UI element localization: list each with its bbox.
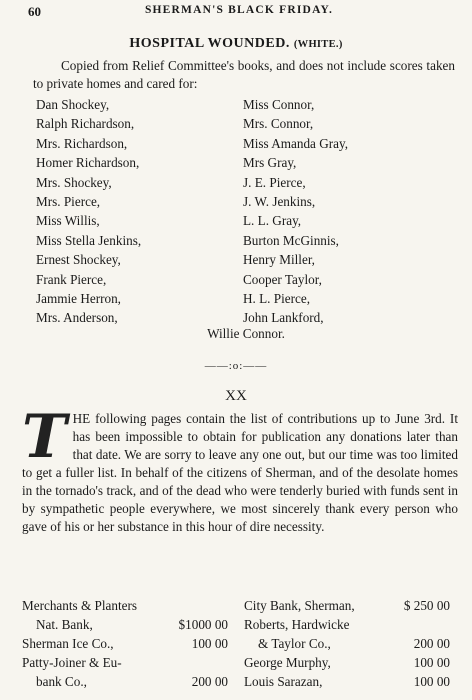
wounded-name: Miss Amanda Gray, [243,135,348,151]
section-separator: ——:o:—— [204,360,268,372]
contributor-name: & Taylor Co., [258,636,331,651]
contributor-name: Nat. Bank, [36,617,93,632]
wounded-name: Mrs. Connor, [243,116,314,132]
wounded-name: Miss Connor, [243,97,315,112]
contribution-row [22,672,228,691]
intro-paragraph: Copied from Relief Committee's books, and does not include scores taken to private homes and cared for: [33,58,455,91]
section-title [0,36,472,52]
wounded-name: Mrs. Anderson, [36,310,118,326]
names-right-column [243,95,348,328]
drop-cap: T [22,402,67,472]
contributions-left-column [22,596,228,691]
contribution-amount: 100 00 [191,636,228,651]
wounded-name: J. W. Jenkins, [243,194,316,210]
wounded-name: Ernest Shockey, [36,252,121,268]
contribution-row [244,672,450,691]
names-left-column [36,95,141,328]
section-title-text: HOSPITAL WOUNDED. [129,36,290,51]
chapter-number: XX [225,388,247,404]
wounded-name: Mrs. Richardson, [36,135,128,151]
wounded-name: Mrs. Shockey, [36,174,112,190]
wounded-name: Frank Pierce, [36,271,107,287]
contributor-name: Sherman Ice Co., [22,636,114,651]
wounded-name: Miss Willis, [36,213,100,229]
wounded-name: Mrs. Pierce, [36,194,101,210]
wounded-name: J. E. Pierce, [243,174,306,190]
page-header [28,4,450,20]
contribution-amount: $1000 00 [178,617,228,632]
wounded-name: Henry Miller, [243,252,315,268]
chapter-paragraph [22,402,458,536]
contributions-right-column [244,596,450,691]
contribution-amount: 200 00 [413,636,450,651]
wounded-name: Ralph Richardson, [36,116,135,132]
contribution-row [244,596,450,615]
wounded-name: L. L. Gray, [243,213,302,229]
section-subtitle: (WHITE.) [293,39,343,50]
last-wounded-name: Willie Connor. [207,326,285,341]
contributor-name: Patty-Joiner & Eu- [22,655,122,670]
contribution-row [244,653,450,672]
contributor-name: Merchants & Planters [22,598,137,613]
contribution-amount: $ 250 00 [403,598,450,613]
wounded-name: Jammie Herron, [36,291,121,307]
contribution-row [22,653,228,672]
contributor-name: Louis Sarazan, [244,674,323,689]
wounded-name: Burton McGinnis, [243,232,339,248]
contribution-row [22,634,228,653]
contribution-amount: 100 00 [413,655,450,670]
wounded-name: Dan Shockey, [36,97,110,112]
contribution-amount: 100 00 [413,674,450,689]
wounded-name: Homer Richardson, [36,155,140,171]
wounded-name: H. L. Pierce, [243,291,311,307]
contribution-amount: 200 00 [191,674,228,689]
contributor-name: bank Co., [36,674,87,689]
wounded-name: John Lankford, [243,310,324,326]
contributor-name: City Bank, Sherman, [244,598,355,613]
contribution-row [244,615,450,634]
contribution-row [244,634,450,653]
page-number: 60 [28,4,41,19]
wounded-name: Miss Stella Jenkins, [36,232,142,248]
chapter-paragraph-text: HE following pages contain the list of contributions up to June 3rd. It has been impossible to obtain for publication any donations later than that date. We are sorry to leave any one out, but our time was too limited to get a fuller list. In behalf of the citizens of Sherman, and of the desolate homes in the tornado's track, and of the dead who were tenderly buried with funds sent in by sympathetic people everywhere, we most sincerely thank every person who gave of his or her substance in this hour of dire necessity. [22,411,458,534]
contributor-name: Roberts, Hardwicke [244,617,350,632]
running-title: SHERMAN'S BLACK FRIDAY. [144,4,334,16]
contribution-row [22,615,228,634]
contributor-name: George Murphy, [244,655,331,670]
wounded-name: Mrs Gray, [243,155,297,171]
contribution-row [22,596,228,615]
wounded-name: Cooper Taylor, [243,271,322,287]
